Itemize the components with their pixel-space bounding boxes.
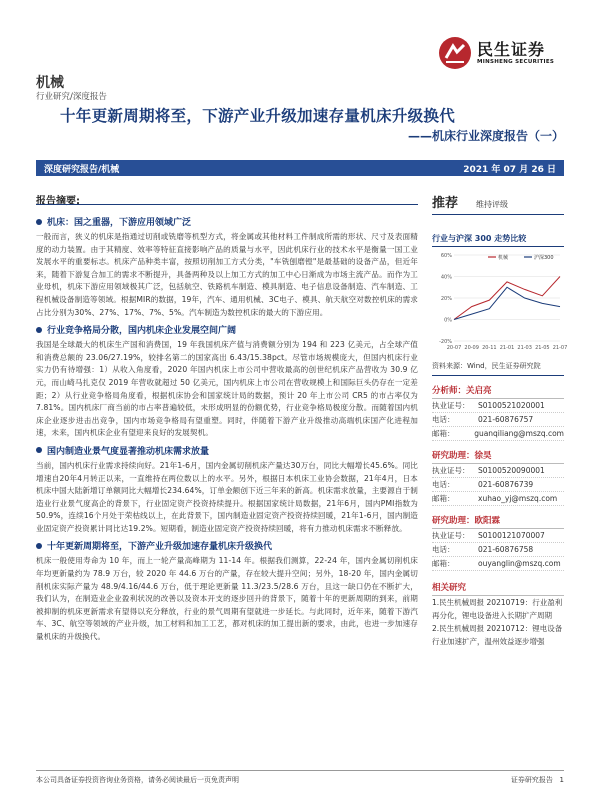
analyst-field-label: 邮箱： (432, 494, 455, 503)
analyst-row (432, 399, 564, 413)
sector-label: 机械 (36, 75, 64, 91)
analyst-row (432, 413, 564, 427)
analyst-row (432, 427, 564, 441)
band-date: 2021 年 07 月 26 日 (463, 164, 556, 175)
section-paragraph: 我国是全球最大的机床生产国和消费国，19 年我国机床产值与消费额分别为 194 和 223 亿美元，占全球产值和消费总额的 23.06/27.19%，较排名第二的国家高出 6.43/15.38pct。尽管市场规模庞大，但国内机床行业实力仍有待增强：1）从收入角度看，2020 年国内机床上市公司中营收最高的创世纪机床产品营收为 30.9 亿元，而山崎马扎克仅 2019 年营收就超过 50 亿美元，国内机床上市公司在营收规模上和国际巨头仍存在一定差距；2）从行业竞争格局角度看，根据机床协会和国家统计局的数据，预计 20 年上市公司 CR5 的市占率仅为 7.81%。国内机床厂商当前的市占率普遍较低，未形成明显的份额优势，行业竞争格局极度分散。而随着国内机床企业逐步进击出竞争，国内市场竞争格局有望重塑。同时，伴随着下游产业升级推动高端机床国产化进程加速，未来，国内机床企业有望迎来良好的发展契机。 (36, 340, 418, 438)
analyst-row (432, 492, 564, 506)
analyst-heading: 研究助理：欧阳霖 (432, 514, 564, 529)
section-paragraph: 当前，国内机床行业需求持续向好。21年1-6月，国内金属切削机床产量达30万台，同比大幅增长45.6%。同比增速自20年4月转正以来，一直维持在两位数以上的水平。另外，根据日本机床工业协会数据，21年4月，日本机床中国大陆新增订单额同比大幅增长234.64%，订单金额创下近三年来的新高。机床需求放量，主要源自于制造业行业景气度高企的背景下，行业固定资产投资持续提升。根据国家统计局数据，21年6月，国内PMI指数为50.9%，连续16个月处于荣枯线以上，在此背景下，国内制造业固定资产投资持续回暖，21年1-6月，国内制造业固定资产投资累计同比达19.2%。短期看，制造业固定资产投资持续回暖，将有力推动机床需求不断释放。 (36, 460, 418, 533)
analyst-field-label: 邮箱： (432, 559, 455, 568)
brand-name-en: MINSHENG SECURITIES (477, 59, 555, 65)
related-item[interactable]: 1.民生机械周报 20210719：行业盈利再分化，锂电设备进入长期扩产周期 (432, 598, 563, 620)
brand-logo (438, 36, 554, 70)
analyst-field-value[interactable]: xuhao_yj@mszq.com (478, 494, 558, 503)
footer-right: 证券研究报告 1 (510, 776, 564, 784)
analyst-field-value: 021-60876739 (478, 480, 534, 489)
brand-name-cn: 民生证券 (477, 40, 546, 59)
analyst-row (432, 478, 564, 492)
analyst-field-value: S0100121070007 (478, 531, 545, 540)
disclaimer: 本公司具备证券投资咨询业务资格，请务必阅读最后一页免责声明 (36, 776, 239, 784)
analyst-row (432, 543, 564, 557)
x-tick-label: 21-05 (535, 345, 550, 351)
section-heading: 行业竞争格局分散，国内机床企业发展空间广阔 (36, 323, 418, 336)
band-category: 深度研究报告/机械 (44, 164, 120, 175)
y-tick-label: 20% (440, 296, 452, 302)
analyst-field-label: 电话： (432, 545, 455, 554)
x-tick-label: 20-07 (446, 345, 462, 351)
summary-content (36, 204, 418, 644)
section-heading: 机床：国之重器，下游应用领域广泛 (36, 215, 418, 228)
analyst-row (432, 529, 564, 543)
rating-label: 推荐 (432, 196, 459, 211)
header-band (36, 160, 564, 176)
series-line (454, 287, 560, 319)
analyst-field-value[interactable]: guanqiliang@mszq.com (474, 429, 564, 438)
section-paragraph: 一般而言，狭义的机床是指通过切削或铣磨等机型方式，将金属或其他材料工件制成所需的形状、尺寸及表面精度的动力装置。由于其精度、效率等特征直接影响产品的质量与水平，因此机床行业的技术水平是衡量一国工业发展水平的重要标志。机床产品种类丰富，按照切削加工方式分类，"车铣刨磨镗"是最基础的设备产品，但近年来，随着下游复合加工的需求不断提升，具备两种及以上加工方式的加工中心日渐成为市场主流产品。而作为工业母机，机床下游应用领域极其广泛，包括航空、铁路机车制造、模具制造、电子信息设备制造、汽车制造、工程机械设备制造等领域。根据MIR的数据，19年，汽车、通用机械、3C电子、模具、航天航空对数控机床的需求占比分别为30%、27%、17%、7%、5%。汽车制造为数控机床的最大的下游应用。 (36, 232, 418, 317)
chart-source: 资料来源：Wind，民生证券研究院 (432, 361, 564, 376)
analyst-field-value: S0100520090001 (478, 466, 545, 475)
x-tick-label: 21-01 (499, 345, 515, 351)
y-tick-label: -20% (439, 339, 452, 345)
trend-chart (432, 249, 568, 359)
y-tick-label: 40% (440, 274, 452, 281)
analyst-field-value[interactable]: ouyanglin@mszq.com (478, 559, 561, 568)
section-paragraph: 机床一般使用寿命为 10 年，而上一轮产量高峰期为 11-14 年。根据我们测算，22-24 年，国内金属切削机床年均更新量约为 78.9 万台，较 2020 年 44.6 万台的产量，存在较大提升空间；另外，18-20 年，国内金属切削机床实际产量为 48.9/4.16/44.6 万台，低于理论更新量 11.3/23.5/28.6 万台，且这一缺口仍在不断扩大，我们认为，在制造业企业盈利状况的改善以及资本开支的逐步回升的背景下，随着十年的更新周期的到来，前期被抑制的机床更新需求有望得以充分释放，行业的景气周期有望就进一步延长。与此同时，近年来，随着下游汽车、3C、航空等领域的产业升级，加工材料和加工工艺，都对机床的加工提出新的要求，由此，也进一步加速存量机床的升级换代。 (36, 556, 418, 642)
bullet-icon (36, 543, 42, 549)
analyst-list (432, 384, 564, 571)
rating-sub: 维持评级 (476, 200, 509, 209)
analyst-row (432, 557, 564, 571)
analyst-field-label: 电话： (432, 480, 455, 489)
page-number: 1 (559, 776, 564, 784)
x-tick-label: 21-03 (517, 345, 532, 351)
legend-label: 沪深300 (534, 255, 554, 261)
x-tick-label: 21-07 (552, 345, 568, 351)
analyst-field-label: 执业证号： (432, 466, 470, 475)
analyst-row (432, 464, 564, 478)
y-tick-label: 0% (444, 317, 452, 324)
analyst-field-label: 执业证号： (432, 531, 470, 540)
analyst-field-value: S0100521020001 (478, 401, 545, 410)
section-heading: 国内制造业景气度显著推动机床需求放量 (36, 444, 418, 457)
section-heading: 十年更新周期将至，下游产业升级加速存量机床升级换代 (36, 539, 418, 552)
analyst-heading: 分析师：关启亮 (432, 384, 564, 399)
report-subtitle: 行业研究/深度报告 (36, 92, 107, 102)
x-tick-label: 20-11 (482, 345, 497, 351)
analyst-field-value: 021-60876758 (478, 545, 534, 554)
related-heading: 相关研究 (432, 581, 564, 596)
series-title: ——机床行业深度报告（一） (407, 129, 564, 143)
rating (432, 192, 564, 215)
analyst-field-label: 邮箱： (432, 429, 455, 438)
bullet-icon (36, 327, 42, 333)
related-item[interactable]: 2.民生机械周报 20210712：锂电设备行业加速扩产，温州效益逐步增强 (432, 624, 563, 646)
summary-heading: 报告摘要: (36, 196, 80, 207)
analyst-heading: 研究助理：徐昊 (432, 449, 564, 464)
chart-title: 行业与沪深 300 走势比较 (432, 233, 564, 247)
legend-label: 机械 (498, 255, 509, 261)
sidebar (432, 192, 568, 648)
x-tick-label: 20-09 (464, 345, 479, 351)
report-title: 十年更新周期将至，下游产业升级加速存量机床升级换代 (60, 107, 456, 125)
analyst-field-label: 电话： (432, 415, 455, 424)
analyst-field-value: 021-60876757 (478, 415, 534, 424)
bullet-icon (36, 447, 42, 453)
analyst-field-label: 执业证号： (432, 401, 470, 410)
bullet-icon (36, 219, 42, 225)
logo-icon (438, 36, 472, 70)
y-tick-label: 60% (440, 253, 452, 259)
footer (36, 770, 564, 785)
trend-chart-svg (432, 249, 568, 359)
